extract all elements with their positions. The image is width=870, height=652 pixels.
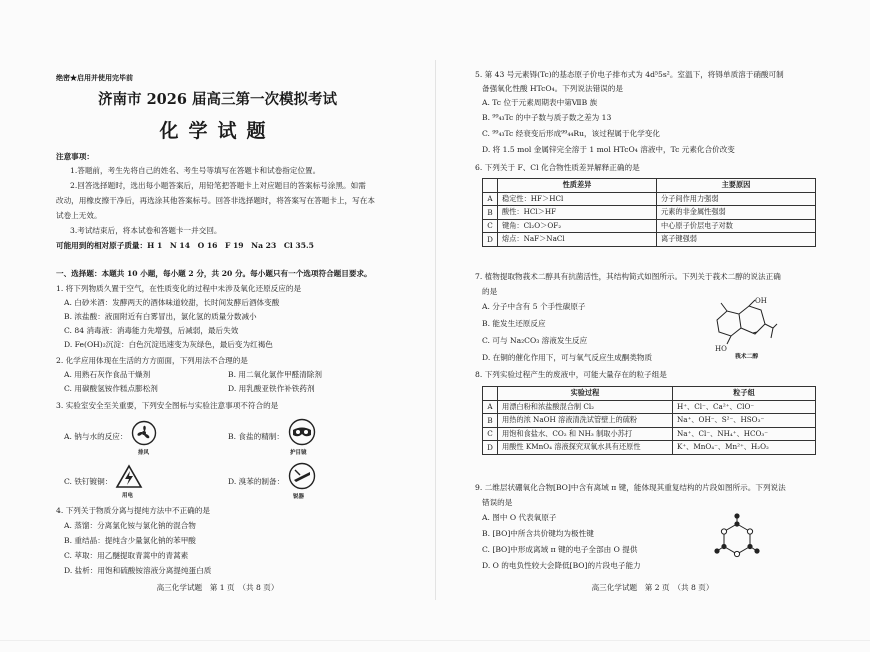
table-cell: B xyxy=(483,206,498,220)
question-option: C. 用碳酸氢铵作糕点膨松剂 xyxy=(64,384,158,393)
question-option: C. 铁钉镀铜： xyxy=(64,477,113,486)
atomic-masses: 可能用到的相对原子质量：H 1 N 14 O 16 F 19 Na 23 Cl 35.5 xyxy=(56,241,314,250)
question-option: D. O 的电负性较大会降低[BO]的片段电子能力 xyxy=(482,561,641,570)
table-header: 性质差异 xyxy=(498,179,657,193)
question-option: A. 图中 O 代表氧原子 xyxy=(482,513,557,522)
table-row xyxy=(483,414,816,428)
question-option: D. 用乳酸亚铁作补铁药剂 xyxy=(228,384,315,393)
table-cell: Na⁺、Cl⁻、NH₄⁺、HCO₃⁻ xyxy=(673,427,816,441)
table-row xyxy=(483,219,816,233)
table-cell: H⁺、Cl⁻、Ca²⁺、ClO⁻ xyxy=(673,400,816,414)
page-footer: 高三化学试题 第 1 页 （共 8 页） xyxy=(156,583,279,592)
question-option: A. Tc 位于元素周期表中第ⅦB 族 xyxy=(482,98,598,107)
table-cell: D xyxy=(483,233,498,247)
icon-caption: 锐器 xyxy=(293,494,305,500)
question-option: A. 蒸馏：分离氯化铵与氯化钠的混合物 xyxy=(64,521,196,530)
table-cell: 稳定性：HF＞HCl xyxy=(498,192,657,206)
sharp-object-icon xyxy=(288,462,316,490)
note-line: 3.考试结束后，将本试卷和答题卡一并交回。 xyxy=(70,226,222,235)
table-cell: 键角：Cl₂O＞OF₂ xyxy=(498,219,657,233)
question-option: C. 萃取：用乙醚提取青蒿中的青蒿素 xyxy=(64,551,189,560)
icon-caption: 排风 xyxy=(138,450,150,456)
question-option: D. 在铜的催化作用下，可与氧气反应生成酮类物质 xyxy=(482,353,653,362)
table-cell: B xyxy=(483,414,498,428)
electricity-hazard-icon xyxy=(115,464,143,490)
hydroxyl-label: OH xyxy=(755,297,767,305)
q6-table xyxy=(482,178,816,247)
table-cell: 用漂白粉和浓盐酸混合制 Cl₂ xyxy=(498,400,673,414)
question-option: D. 溴苯的制备： xyxy=(228,477,285,486)
question-option: B. 浓盐酸：液面附近有白雾冒出，氯化氢的质量分数减小 xyxy=(64,312,257,321)
question-option: B. 能发生还原反应 xyxy=(482,319,546,328)
question-option: A. 白砂米酒：发酵两天的酒体味道较甜，长时间发酵后酒体变酸 xyxy=(64,298,280,307)
table-cell: K⁺、MnO₄⁻、Mn²⁺、H₂O₂ xyxy=(673,441,816,455)
q8-table xyxy=(482,386,816,455)
table-cell: A xyxy=(483,400,498,414)
question-stem: 8. 下列实验过程产生的废液中，可能大量存在的粒子组是 xyxy=(475,370,667,379)
table-cell: 分子间作用力强弱 xyxy=(657,192,816,206)
table-cell xyxy=(483,179,498,193)
curcumol-structure-diagram xyxy=(707,294,779,360)
question-option: C. ⁹⁹₄₃Tc 经衰变后形成⁹⁹₄₄Ru，该过程属于化学变化 xyxy=(482,129,660,138)
icon-caption: 护目镜 xyxy=(290,450,307,456)
table-header: 主要原因 xyxy=(657,179,816,193)
question-option: B. 用二氧化氯作甲醛清除剂 xyxy=(228,370,322,379)
structure-name: 莪术二醇 xyxy=(735,354,759,360)
question-option: B. 食盐的精制： xyxy=(228,432,284,441)
table-cell: 用热的浓 NaOH 溶液清洗试管壁上的硫粉 xyxy=(498,414,673,428)
question-option: C. [BO]中形成离域 π 键的电子全部由 O 提供 xyxy=(482,545,638,554)
question-stem: 5. 第 43 号元素锝(Tc)的基态原子价电子排布式为 4d⁵5s²。室温下，将锝单质溶于硝酸可制 xyxy=(475,70,784,79)
question-stem: 3. 实验室安全至关重要，下列安全图标与实验注意事项不符合的是 xyxy=(56,401,279,410)
question-stem: 备强氧化性酸 HTcO₄。下列说法错误的是 xyxy=(482,84,623,93)
question-stem: 4. 下列关于物质分离与提纯方法中不正确的是 xyxy=(56,506,210,515)
table-cell: A xyxy=(483,192,498,206)
boron-oxide-fragment-diagram xyxy=(710,512,764,566)
question-option: D. Fe(OH)₂沉淀：白色沉淀迅速变为灰绿色，最后变为红褐色 xyxy=(64,340,273,349)
section-heading: 一、选择题：本题共 10 小题，每小题 2 分，共 20 分。每小题只有一个选项符合题目要求。 xyxy=(56,269,372,278)
question-option: B. [BO]中所含共价键均为极性键 xyxy=(482,529,594,538)
question-stem: 1. 将下列物质久置于空气，在性质变化的过程中未涉及氧化还原反应的是 xyxy=(56,284,302,293)
exam-title: 济南市 2026 届高三第一次模拟考试 xyxy=(98,91,337,108)
note-line: 改动，用橡皮擦干净后，再选涂其他答案标号。回答非选择题时，将答案写在答题卡上，写在本 xyxy=(56,196,375,205)
table-row xyxy=(483,206,816,220)
table-row xyxy=(483,233,816,247)
bottom-edge-line xyxy=(0,640,870,641)
table-cell: 用酸性 KMnO₄ 溶液探究双氧水具有还原性 xyxy=(498,441,673,455)
note-line: 1.答题前，考生先将自己的姓名、考生号等填写在答题卡和试卷指定位置。 xyxy=(70,166,321,175)
table-cell: C xyxy=(483,219,498,233)
question-stem: 9. 二维层状硼氧化合物[BO]中含有离域 π 键，能体现其重复结构的片段如图所示。下列说法 xyxy=(475,483,786,492)
table-cell: Na⁺、OH⁻、S²⁻、HSO₃⁻ xyxy=(673,414,816,428)
confidential-mark: 绝密★启用并使用完毕前 xyxy=(56,73,133,82)
table-row xyxy=(483,400,816,414)
table-cell: 用饱和食盐水、CO₂ 和 NH₃ 制取小苏打 xyxy=(498,427,673,441)
question-option: A. 钠与水的反应： xyxy=(64,432,128,441)
question-stem: 2. 化学应用体现在生活的方方面面，下列用法不合理的是 xyxy=(56,356,248,365)
table-header-row xyxy=(483,387,816,401)
question-option: D. 将 1.5 mol 金属锌完全溶于 1 mol HTcO₄ 溶液中，Tc 元素化合价改变 xyxy=(482,145,735,154)
subject-title: 化学试题 xyxy=(159,120,276,142)
question-option: C. 84 消毒液：消毒能力先增强，后减弱，最后失效 xyxy=(64,326,239,335)
note-line: 试卷上无效。 xyxy=(56,211,102,220)
table-header-row xyxy=(483,179,816,193)
table-cell: 中心原子价层电子对数 xyxy=(657,219,816,233)
table-row xyxy=(483,192,816,206)
table-header: 实验过程 xyxy=(498,387,673,401)
table-cell: 熔点：NaF＞NaCl xyxy=(498,233,657,247)
question-stem: 错误的是 xyxy=(482,498,513,507)
exhaust-fan-icon xyxy=(131,420,157,446)
question-option: B. ⁹⁹₄₃Tc 的中子数与质子数之差为 13 xyxy=(482,113,612,122)
table-cell: 离子键强弱 xyxy=(657,233,816,247)
note-line: 2.回答选择题时，选出每小题答案后，用铅笔把答题卡上对应题目的答案标号涂黑。如需 xyxy=(70,181,366,190)
question-option: B. 重结晶：提纯含少量氯化钠的苯甲酸 xyxy=(64,536,196,545)
table-cell: 酸性：HCl＞HF xyxy=(498,206,657,220)
table-cell: D xyxy=(483,441,498,455)
safety-goggles-icon xyxy=(288,418,316,446)
table-row xyxy=(483,441,816,455)
question-option: C. 可与 Na₂CO₃ 溶液发生反应 xyxy=(482,336,588,345)
hydroxyl-label: HO xyxy=(715,345,727,353)
table-cell: 元素的非金属性强弱 xyxy=(657,206,816,220)
exam-page-2 xyxy=(435,0,870,652)
question-option: A. 用熟石灰作食品干燥剂 xyxy=(64,370,151,379)
question-stem: 6. 下列关于 F、Cl 化合物性质差异解释正确的是 xyxy=(475,163,640,172)
table-cell: C xyxy=(483,427,498,441)
question-stem: 的是 xyxy=(482,287,498,296)
question-option: D. 盐析：用饱和硫酸铵溶液分离提纯蛋白质 xyxy=(64,566,212,575)
icon-caption: 用电 xyxy=(122,493,134,499)
notes-heading: 注意事项： xyxy=(56,152,94,161)
table-cell xyxy=(483,387,498,401)
table-header: 粒子组 xyxy=(673,387,816,401)
page-footer: 高三化学试题 第 2 页 （共 8 页） xyxy=(591,583,714,592)
question-stem: 7. 植物提取物莪术二醇具有抗菌活性，其结构简式如图所示。下列关于莪术二醇的说法正确 xyxy=(475,272,781,281)
question-option: A. 分子中含有 5 个手性碳原子 xyxy=(482,302,586,311)
table-row xyxy=(483,427,816,441)
